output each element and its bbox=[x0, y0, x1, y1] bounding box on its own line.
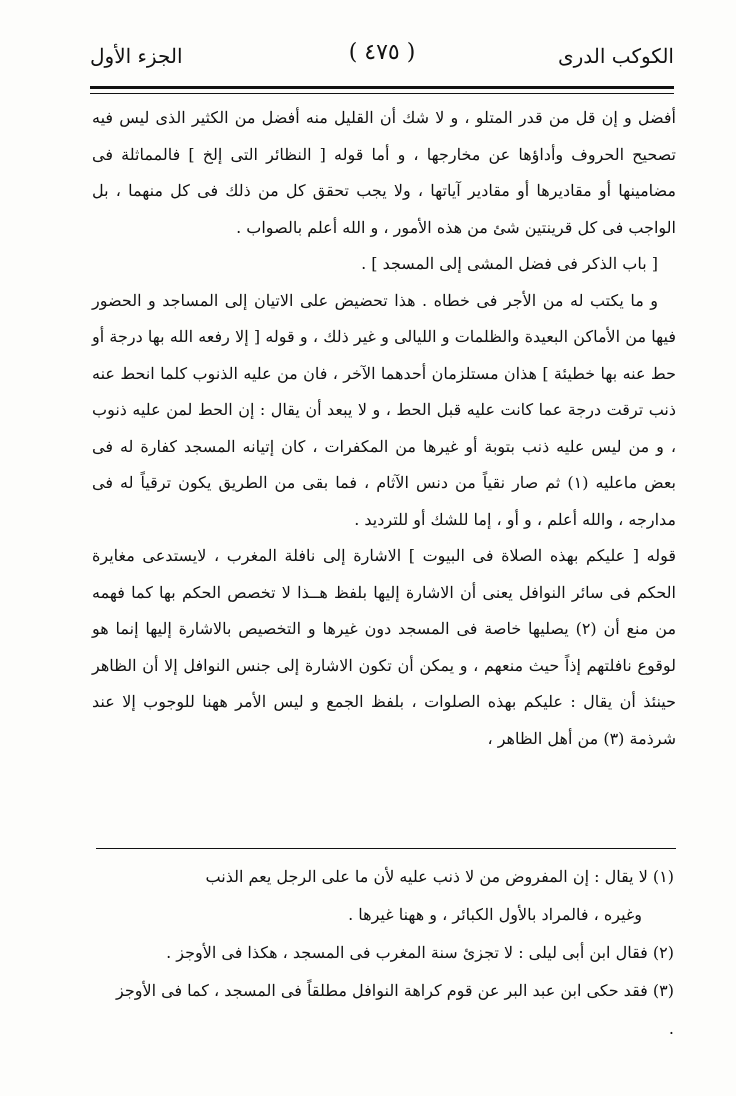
page-header bbox=[90, 36, 674, 76]
footnotes bbox=[108, 858, 674, 1048]
footnote-3: (٣) فقد حكى ابن عبد البر عن قوم كراهة النوافل مطلقاً فى المسجد ، كما فى الأوجز . bbox=[116, 981, 674, 1038]
chapter-heading: [ باب الذكر فى فضل المشى إلى المسجد ] . bbox=[361, 254, 658, 273]
volume-label: الجزء الأول bbox=[90, 44, 183, 68]
paragraph: أفضل و إن قل من قدر المتلو ، و لا شك أن القليل منه أفضل من الكثير الذى ليس فيه تصحيح الحروف وأداؤها عن مخارجها ، و أما قوله [ النظائر التى إلخ ] فالمماثلة فى مضامينها أو مقاديرها أو مقادير آياتها ، ولا يجب تحقق كل من ذلك فى كل منهما ، بل الواجب فى كل قرينتين شئ من هذه الأمور ، و الله أعلم بالصواب . bbox=[92, 108, 676, 237]
paragraph: قوله [ عليكم بهذه الصلاة فى البيوت ] الاشارة إلى نافلة المغرب ، لايستدعى مغايرة الحكم فى سائر النوافل يعنى أن الاشارة إليها بلفظ هــذا لا تخصص الحكم بها كما فهمه من منع أن (٢) يصليها خاصة فى المسجد دون غيرها و التخصيص بالاشارة إليها إنما هو لوقوع نافلتهم إذاً حيث منعهم ، و يمكن أن تكون الاشارة إلى جنس النوافل إلا أن الظاهر حينئذ أن يقال : عليكم بهذه الصلوات ، بلفظ الجمع و ليس الأمر ههنا للوجوب إلا عند شرذمة (٣) من أهل الظاهر ، bbox=[92, 546, 677, 748]
header-rule-thick bbox=[90, 86, 674, 89]
paragraph: و ما يكتب له من الأجر فى خطاه . هذا تحضيض على الاتيان إلى المساجد و الحضور فيها من الأماكن البعيدة والظلمات و الليالى و غير ذلك ، و قوله [ إلا رفعه الله بها درجة أو حط عنه بها خطيئة ] هذان مستلزمان أحدهما الآخر ، فان من عليه الذنوب كلما انحط عنه ذنب ترقت درجة عما كانت عليه قبل الحط ، و لا يبعد أن يقال : إن الحط لمن عليه ذنوب ، و من ليس عليه ذنب بتوبة أو غيرها من المكفرات ، كان إتيانه المسجد كفارة له فى بعض ماعليه (١) ثم صار نقياً من دنس الآثام ، فما بقى من الطريق يكون ترقياً له فى مدارجه ، والله أعلم ، و أو ، إما للشك أو للترديد . bbox=[92, 290, 677, 529]
footnote-1: (١) لا يقال : إن المفروض من لا ذنب عليه لأن ما على الرجل يعم الذنب bbox=[205, 867, 674, 886]
page-number: ( ٤٧٥ ) bbox=[348, 40, 416, 65]
footnote-1-continued: وغيره ، فالمراد بالأول الكبائر ، و ههنا غيرها . bbox=[348, 905, 642, 924]
main-text bbox=[92, 100, 676, 757]
footnote-separator bbox=[96, 848, 676, 849]
footnote-2: (٢) فقال ابن أبى ليلى : لا تجزئ سنة المغرب فى المسجد ، هكذا فى الأوجز . bbox=[166, 943, 674, 962]
header-rule-thin bbox=[90, 93, 674, 94]
book-title: الكوكب الدرى bbox=[557, 44, 674, 68]
